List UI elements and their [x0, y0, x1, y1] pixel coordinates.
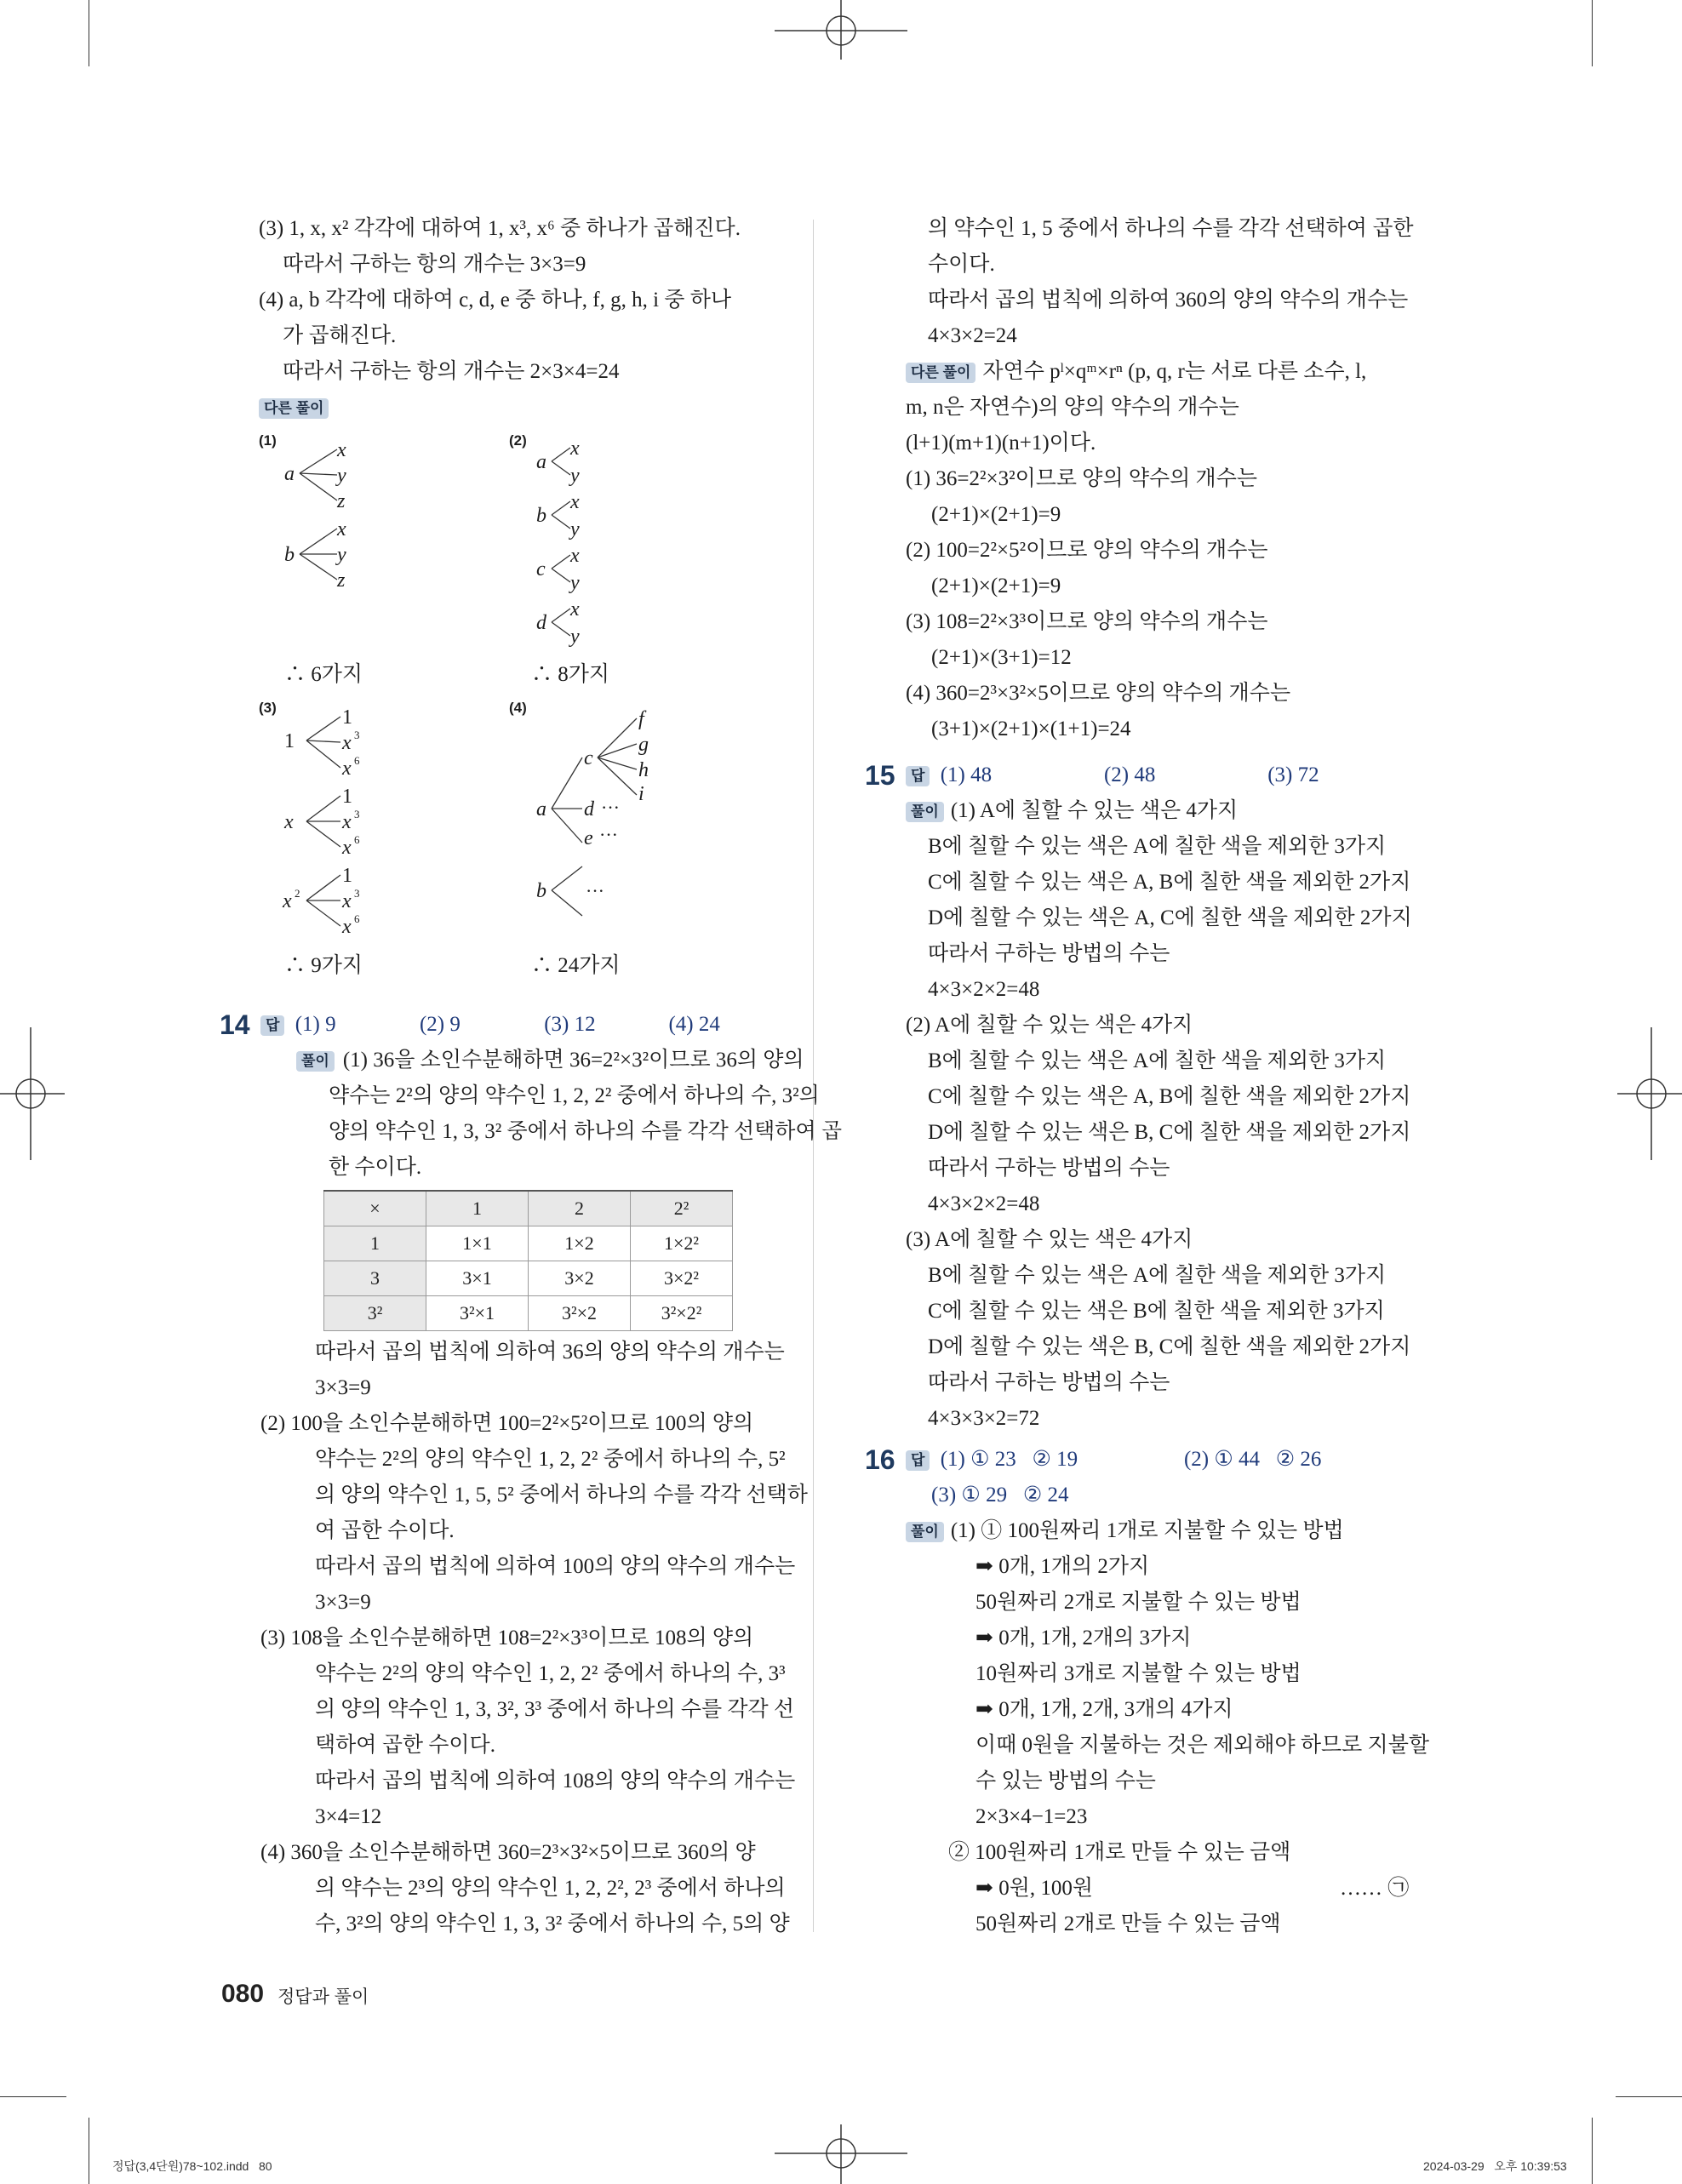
marker-label: …… ㉠ [1340, 1877, 1410, 1900]
svg-text:1: 1 [342, 706, 352, 729]
svg-text:x: x [570, 598, 580, 620]
answer-item: (2) 48 [1103, 763, 1156, 786]
table-cell: 2 [529, 1191, 631, 1226]
text-line: 의 양의 약수인 1, 3, 3², 3³ 중에서 하나의 수를 각각 선 [315, 1698, 795, 1721]
text-line: B에 칠할 수 있는 색은 A에 칠한 색을 제외한 3가지 [928, 1264, 1387, 1287]
tree-result: ∴ 9가지 [284, 954, 363, 977]
registration-mark-left [0, 1026, 66, 1162]
text-line: 따라서 구하는 방법의 수는 [928, 1157, 1170, 1180]
text-line: 한 수이다. [329, 1156, 422, 1179]
text-line: (2) A에 칠할 수 있는 색은 4가지 [906, 1014, 1193, 1037]
text-line: 4×3×2×2=48 [928, 978, 1040, 1001]
text-line: 3×3=9 [315, 1591, 371, 1614]
svg-text:y: y [570, 465, 580, 487]
divisor-table [323, 1190, 733, 1331]
svg-text:···: ··· [601, 797, 620, 818]
text-line: 자연수 pˡ×qᵐ×rⁿ (p, q, r는 서로 다른 소수, l, [982, 360, 1367, 383]
svg-text:y: y [570, 626, 580, 648]
crop-mark [0, 2096, 66, 2097]
text-line: (4) 360=2³×3²×5이므로 양의 약수의 개수는 [906, 682, 1291, 705]
text-line: 3×4=12 [315, 1805, 382, 1828]
text-line: C에 칠할 수 있는 색은 A, B에 칠한 색을 제외한 2가지 [928, 871, 1411, 894]
text-line [906, 1871, 1433, 1907]
text-line: (3) 108=2²×3³이므로 양의 약수의 개수는 [906, 610, 1268, 633]
svg-text:6: 6 [354, 833, 360, 846]
text-line: 의 양의 약수인 1, 5, 5² 중에서 하나의 수를 각각 선택하 [315, 1484, 808, 1507]
text-line: 택하여 곱한 수이다. [315, 1734, 495, 1757]
table-cell: 3×1 [426, 1261, 529, 1296]
svg-text:y: y [570, 518, 580, 540]
table-cell: 3 [324, 1261, 426, 1296]
svg-text:x: x [337, 518, 346, 540]
svg-text:x: x [342, 758, 352, 780]
svg-text:g: g [638, 734, 649, 756]
text-line: (1) A에 칠할 수 있는 색은 4가지 [950, 799, 1239, 822]
table-cell: 3²×2 [529, 1296, 631, 1331]
table-cell: 1×2² [631, 1226, 733, 1261]
svg-text:y: y [337, 465, 346, 487]
tree-diagram-2 [509, 432, 722, 696]
text-line: 따라서 구하는 항의 개수는 3×3=9 [283, 253, 586, 276]
column-divider [813, 220, 814, 1932]
text-line: 따라서 곱의 법칙에 의하여 100의 양의 약수의 개수는 [315, 1555, 796, 1578]
svg-text:c: c [584, 747, 593, 769]
answer-row [931, 1478, 1068, 1513]
text-line: (4) 360을 소인수분해하면 360=2³×3²×5이므로 360의 양 [260, 1841, 756, 1864]
text-line: (1) ① 100원짜리 1개로 지불할 수 있는 방법 [950, 1519, 1344, 1542]
text-line: 2×3×4−1=23 [975, 1805, 1088, 1828]
text-line: 의 약수인 1, 5 중에서 하나의 수를 각각 선택하여 곱한 [928, 217, 1414, 240]
text-line: ➡ 0개, 1개, 2개의 3가지 [975, 1627, 1192, 1649]
answer-item: (1) ① 23 ② 19 [940, 1448, 1078, 1471]
tree-diagram-3 [259, 700, 472, 989]
table-cell: 1×2 [529, 1226, 631, 1261]
left-column [259, 211, 787, 426]
text-line: 약수는 2²의 양의 약수인 1, 2, 2² 중에서 하나의 수, 3²의 [329, 1084, 820, 1107]
alt-solution-badge: 다른 풀이 [259, 398, 329, 419]
registration-mark-right [1616, 1026, 1682, 1162]
table-cell: 3²×2² [631, 1296, 733, 1331]
table-cell: 1×1 [426, 1226, 529, 1261]
text-line: 의 약수는 2³의 양의 약수인 1, 2, 2², 2³ 중에서 하나의 [315, 1877, 786, 1900]
text-line: 4×3×2=24 [928, 324, 1017, 347]
text-line: C에 칠할 수 있는 색은 A, B에 칠한 색을 제외한 2가지 [928, 1085, 1411, 1108]
text-line: (1) 36을 소인수분해하면 36=2²×3²이므로 36의 양의 [342, 1049, 804, 1072]
text-line: D에 칠할 수 있는 색은 A, C에 칠한 색을 제외한 2가지 [928, 906, 1412, 929]
svg-text:h: h [638, 759, 649, 781]
text-line: 따라서 구하는 항의 개수는 2×3×4=24 [283, 360, 620, 383]
svg-text:y: y [570, 572, 580, 594]
text-line: (2+1)×(2+1)=9 [931, 503, 1061, 526]
crop-mark [1592, 0, 1593, 66]
svg-text:···: ··· [599, 824, 618, 845]
svg-text:f: f [638, 708, 644, 730]
text-line: 따라서 구하는 방법의 수는 [928, 1371, 1170, 1394]
answer-row [906, 1442, 1371, 1478]
text-line: m, n은 자연수)의 양의 약수의 개수는 [906, 396, 1239, 419]
text-line: 3×3=9 [315, 1376, 371, 1399]
svg-text:b: b [536, 880, 546, 902]
solution-badge: 풀이 [906, 802, 944, 822]
svg-text:x: x [342, 732, 352, 754]
svg-text:c: c [536, 558, 546, 580]
crop-mark [1592, 2118, 1593, 2184]
svg-text:6: 6 [354, 754, 360, 767]
text-line: D에 칠할 수 있는 색은 B, C에 칠한 색을 제외한 2가지 [928, 1121, 1411, 1144]
svg-text:b: b [284, 544, 295, 566]
registration-mark-top [773, 0, 909, 66]
registration-mark-bottom [773, 2118, 909, 2184]
text-line: 따라서 구하는 방법의 수는 [928, 942, 1170, 965]
answer-row [906, 758, 1370, 793]
question-number: 15 [865, 760, 895, 791]
text-line: (3+1)×(2+1)×(1+1)=24 [931, 718, 1131, 740]
svg-text:x: x [570, 545, 580, 567]
tree-result: ∴ 8가지 [531, 663, 610, 686]
answer-item: (3) 72 [1267, 763, 1319, 786]
answer-item: (2) 9 [419, 1013, 461, 1036]
text-line: (3) A에 칠할 수 있는 색은 4가지 [906, 1228, 1193, 1251]
table-cell: 2² [631, 1191, 733, 1226]
svg-text:e: e [584, 827, 593, 849]
crop-mark [1616, 2096, 1682, 2097]
text-line: ➡ 0원, 100원 [975, 1877, 1093, 1900]
text-line: 50원짜리 2개로 지불할 수 있는 방법 [975, 1591, 1302, 1614]
svg-text:x: x [283, 890, 292, 912]
tree-diagram-1 [259, 432, 472, 696]
text-line: (2+1)×(3+1)=12 [931, 646, 1072, 669]
svg-text:z: z [337, 490, 346, 512]
text-line: B에 칠할 수 있는 색은 A에 칠한 색을 제외한 3가지 [928, 835, 1387, 858]
text-line: 이때 0원을 지불하는 것은 제외해야 하므로 지불할 [975, 1734, 1430, 1757]
table-cell: 3×2 [529, 1261, 631, 1296]
text-line: C에 칠할 수 있는 색은 B에 칠한 색을 제외한 3가지 [928, 1300, 1385, 1323]
answer-item: (3) ① 29 ② 24 [931, 1484, 1069, 1507]
text-line: 따라서 곱의 법칙에 의하여 108의 양의 약수의 개수는 [315, 1769, 796, 1792]
table-cell: 1 [426, 1191, 529, 1226]
page-title: 정답과 풀이 [277, 1987, 369, 2007]
q14-solution-continued [260, 1335, 808, 1942]
text-line: (4) a, b 각각에 대하여 c, d, e 중 하나, f, g, h, i 중 하나 [259, 289, 732, 312]
answer-item: (2) ① 44 ② 26 [1183, 1448, 1322, 1471]
svg-text:1: 1 [284, 730, 295, 752]
svg-text:x: x [570, 437, 580, 460]
text-line: 따라서 곱의 법칙에 의하여 36의 양의 약수의 개수는 [315, 1341, 785, 1364]
svg-text:x: x [337, 439, 346, 461]
tree-label: (4) [509, 700, 527, 716]
svg-text:6: 6 [354, 912, 360, 925]
q16-solution [906, 1513, 1433, 1942]
text-line: 가 곱해진다. [283, 324, 397, 347]
answer-badge: 답 [906, 766, 930, 786]
text-line: ➡ 0개, 1개의 2가지 [975, 1555, 1150, 1578]
question-number: 16 [865, 1444, 895, 1475]
q14-solution [298, 1043, 842, 1186]
svg-text:d: d [584, 798, 594, 820]
text-line: 여 곱한 수이다. [315, 1519, 455, 1542]
svg-text:1: 1 [342, 865, 352, 887]
table-cell: 3² [324, 1296, 426, 1331]
table-cell: 3²×1 [426, 1296, 529, 1331]
answer-item: (3) 12 [544, 1013, 596, 1036]
svg-text:x: x [342, 916, 352, 938]
svg-text:x: x [284, 811, 294, 833]
svg-text:x: x [570, 491, 580, 513]
answer-row [260, 1007, 770, 1043]
tree-label: (1) [259, 432, 277, 449]
text-line: 10원짜리 3개로 지불할 수 있는 방법 [975, 1662, 1302, 1685]
solution-badge: 풀이 [296, 1051, 335, 1072]
answer-item: (1) 48 [940, 763, 993, 786]
svg-text:3: 3 [354, 887, 360, 900]
svg-text:3: 3 [354, 808, 360, 820]
svg-text:b: b [536, 505, 546, 527]
tree-label: (2) [509, 432, 527, 449]
text-line: 수, 3²의 양의 약수인 1, 3, 3² 중에서 하나의 수, 5의 양 [315, 1912, 790, 1935]
q15-solution [906, 793, 1433, 1437]
svg-text:···: ··· [586, 880, 604, 901]
svg-text:x: x [342, 811, 352, 833]
solution-badge: 풀이 [906, 1522, 944, 1542]
text-line: ➡ 0개, 1개, 2개, 3개의 4가지 [975, 1698, 1233, 1721]
alt-solution-badge: 다른 풀이 [906, 363, 975, 383]
text-line: (3) 108을 소인수분해하면 108=2²×3³이므로 108의 양의 [260, 1627, 754, 1649]
answer-item: (4) 24 [668, 1013, 720, 1036]
tree-label: (3) [259, 700, 277, 716]
answer-badge: 답 [260, 1015, 284, 1036]
text-line: ② 100원짜리 1개로 만들 수 있는 금액 [948, 1841, 1291, 1864]
text-line: 수 있는 방법의 수는 [975, 1769, 1156, 1792]
text-line: 4×3×3×2=72 [928, 1407, 1040, 1430]
answer-badge: 답 [906, 1450, 930, 1471]
svg-text:2: 2 [295, 887, 300, 900]
svg-text:x: x [342, 890, 352, 912]
text-line: (2) 100을 소인수분해하면 100=2²×5²이므로 100의 양의 [260, 1412, 754, 1435]
right-column [906, 211, 1433, 747]
text-line: (2+1)×(2+1)=9 [931, 575, 1061, 597]
svg-text:3: 3 [354, 729, 360, 741]
svg-text:y: y [337, 544, 346, 566]
text-line: 수이다. [928, 253, 995, 276]
text-line: (3) 1, x, x² 각각에 대하여 1, x³, x⁶ 중 하나가 곱해진다. [259, 217, 741, 240]
text-line: 50원짜리 2개로 만들 수 있는 금액 [975, 1912, 1281, 1935]
text-line: 양의 약수인 1, 3, 3² 중에서 하나의 수를 각각 선택하여 곱 [329, 1120, 842, 1143]
text-line: (l+1)(m+1)(n+1)이다. [906, 432, 1096, 455]
text-line: (1) 36=2²×3²이므로 양의 약수의 개수는 [906, 467, 1257, 490]
text-line: D에 칠할 수 있는 색은 B, C에 칠한 색을 제외한 2가지 [928, 1335, 1411, 1358]
svg-text:d: d [536, 612, 546, 634]
text-line: 4×3×2×2=48 [928, 1192, 1040, 1215]
svg-text:x: x [342, 837, 352, 859]
text-line: (2) 100=2²×5²이므로 양의 약수의 개수는 [906, 539, 1268, 562]
text-line: 약수는 2²의 양의 약수인 1, 2, 2² 중에서 하나의 수, 5² [315, 1448, 786, 1471]
tree-diagram-4 [509, 700, 764, 989]
svg-text:1: 1 [342, 786, 352, 808]
svg-text:a: a [284, 463, 295, 485]
text-line: 따라서 곱의 법칙에 의하여 360의 양의 약수의 개수는 [928, 289, 1409, 312]
table-cell: × [324, 1191, 426, 1226]
table-cell: 1 [324, 1226, 426, 1261]
svg-text:a: a [536, 451, 546, 473]
question-number: 14 [220, 1009, 250, 1040]
timestamp: 2024-03-29 오후 10:39:53 [1423, 2159, 1567, 2173]
page-number: 080 [221, 1980, 265, 2008]
table-cell: 3×2² [631, 1261, 733, 1296]
text-line: B에 칠할 수 있는 색은 A에 칠한 색을 제외한 3가지 [928, 1049, 1387, 1072]
answer-item: (1) 9 [295, 1013, 336, 1036]
svg-text:i: i [638, 783, 644, 805]
tree-result: ∴ 6가지 [284, 663, 363, 686]
svg-text:a: a [536, 798, 546, 820]
text-line: 약수는 2²의 양의 약수인 1, 2, 2² 중에서 하나의 수, 3³ [315, 1662, 786, 1685]
svg-text:z: z [337, 569, 346, 592]
tree-result: ∴ 24가지 [531, 954, 621, 977]
file-name: 정답(3,4단원)78~102.indd 80 [112, 2159, 272, 2173]
